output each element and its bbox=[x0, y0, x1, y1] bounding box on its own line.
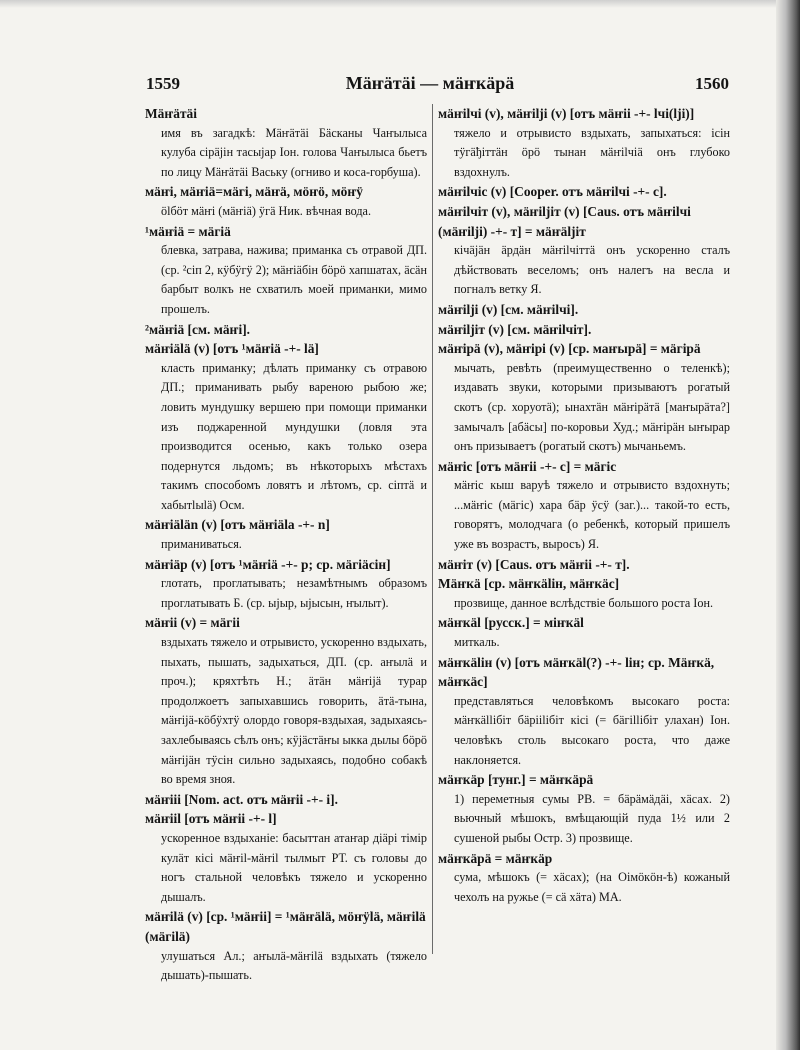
entry-headword: мäҥіälä (v) [отъ ¹мäҥіä -+- lä] bbox=[145, 341, 319, 357]
entry-headword: мäҥіт (v) [Caus. отъ мäҥіі -+- т]. bbox=[438, 556, 630, 572]
dictionary-entry bbox=[438, 182, 730, 202]
dictionary-entry bbox=[145, 515, 427, 554]
entry-headword: мäҥіlä (v) [ср. ¹мäҥіі] = ¹мäҥälä, мöҥÿlä, мäҥіlä (мäгіlä) bbox=[145, 909, 426, 944]
dictionary-entry bbox=[438, 300, 730, 320]
dictionary-entry bbox=[438, 555, 730, 575]
dictionary-entry bbox=[145, 907, 427, 985]
entry-definition: мäҥіс кыш варуѣ тяжело и отрывисто вздохнуть; ...мäҥіс (мäгіс) хара бäр ÿсÿ (заг.)... такой-то есть, говорятъ, молодчага (о ребенкѣ, который пришелъ уже въ возрастъ, выросъ) Я. bbox=[454, 478, 730, 552]
column-divider bbox=[432, 104, 433, 954]
entry-headword: мäҥіlчі (v), мäҥіlјі (v) [отъ мäҥіі -+- lчі(lјі)] bbox=[438, 106, 695, 121]
entry-headword: Мäҥäтäі bbox=[145, 106, 197, 121]
entry-headword: мäҥіс [отъ мäҥіі -+- с] = мäгіс bbox=[438, 458, 617, 474]
dictionary-entry bbox=[145, 790, 427, 810]
dictionary-entry bbox=[145, 104, 427, 182]
dictionary-entry bbox=[438, 849, 730, 908]
entry-headword: мäҥіlчіс (v) [Cooper. отъ мäҥіlчі -+- с]. bbox=[438, 184, 667, 200]
dictionary-entry bbox=[145, 339, 427, 515]
dictionary-entry bbox=[145, 613, 427, 789]
dictionary-entry bbox=[438, 339, 730, 457]
dictionary-entry bbox=[438, 202, 730, 300]
entry-headword: ²мäҥіä [см. мäҥі]. bbox=[145, 321, 251, 337]
entry-definition: прозвище, данное вслѣдствіе большого роста Іон. bbox=[454, 595, 714, 610]
dictionary-entry bbox=[145, 222, 427, 320]
entry-headword: мäҥкäl [русск.] = міҥкäl bbox=[438, 615, 584, 631]
entry-headword: мäҥкäрä = мäҥкäр bbox=[438, 850, 553, 866]
entry-definition: имя въ загадкѣ: Мäҥäтäі Бäсканы Чаҥылыса кулуба сірäјін тасыјар Іон. голова Чаҥылыса бьетъ по лицу Мäҥäтäі Ваську (огниво и коса-горбуша). bbox=[161, 125, 427, 179]
entry-headword: мäҥкälін (v) [отъ мäҥкäl(?) -+- lін; ср. Мäҥкä, мäҥкäс] bbox=[438, 654, 715, 690]
dictionary-entry bbox=[438, 770, 730, 848]
scan-shadow-right bbox=[776, 0, 800, 1050]
entry-headword: ¹мäҥіä = мäгіä bbox=[145, 223, 231, 239]
entry-definition: приманиваться. bbox=[161, 537, 242, 552]
entry-headword: мäҥі, мäҥіä=мäгі, мäҥä, мöҥö, мöҥÿ bbox=[145, 184, 363, 200]
scan-shadow-top bbox=[0, 0, 800, 8]
entry-headword: Мäҥкä [ср. мäҥкälін, мäҥкäс] bbox=[438, 576, 620, 592]
entry-definition: представляться человѣкомъ высокаго роста: мäҥкällібіт бäрііlібіт кісі (= бäгіllібіт улахан) Іон. человѣкъ столь высокаго роста, что даже наклоняется. bbox=[454, 693, 730, 767]
entry-definition: ölбöт мäҥі (мäҥіä) ÿгä Ник. вѣчная вода. bbox=[161, 203, 372, 218]
entry-headword: мäҥкäр [тунг.] = мäҥкäрä bbox=[438, 772, 594, 788]
entry-definition: вздыхать тяжело и отрывисто, ускоренно вздыхать, пыхать, пышать, задыхаться, ДП. (ср. аҥылä и проч.); кряхтѣть Н.; äтäн мäҥіјä турар продолжоетъ запыхавшись говорить, äтä-тына, мäҥіјä-кöбÿхтÿ олордо говоря-вздыхая, задыхаясь-захлебываясь сѣлъ онъ; кÿјäстäҥы ыкка дылы бöрö мäҥіјäн тÿсін сильно задыхаясь, подобно собакѣ во время зноя. bbox=[161, 635, 427, 787]
dictionary-entry bbox=[438, 653, 730, 771]
entry-headword: мäҥііі [Nom. act. отъ мäҥіі -+- і]. bbox=[145, 791, 338, 807]
entry-definition: улушаться Ал.; аҥылä-мäҥіlä вздыхать (тяжело дышать)-пышать. bbox=[161, 948, 427, 983]
dictionary-entry bbox=[438, 320, 730, 340]
running-head: Мäҥäтäі — мäҥкäрä bbox=[345, 73, 515, 93]
entry-definition: ускоренное вздыханіе: басыттан атаҥар діäрі тімір кулäт кісі мäҥіl-мäҥіl тылмыт РТ. съ головы до ногъ стальной человѣкъ тяжело и ускоренно дышалъ. bbox=[161, 830, 427, 904]
dictionary-entry bbox=[145, 320, 427, 340]
dictionary-entry bbox=[438, 613, 730, 652]
dictionary-entry bbox=[438, 104, 730, 182]
page-number-left: 1559 bbox=[146, 74, 180, 93]
entry-definition: блевка, затрава, нажива; приманка съ отравой ДП. (ср. ²сіп 2, кÿбÿгÿ 2); мäҥіäбін бöрö хапшатах, äсäн барбыт волкъ не схватилъ моей приманки, мимо прошелъ. bbox=[161, 243, 427, 316]
entry-headword: мäҥіlчіт (v), мäҥіlјіт (v) [Caus. отъ мäҥіlчі (мäҥіlјі) -+- т] = мäҥälјіт bbox=[438, 203, 691, 239]
entry-headword: мäҥірä (v), мäҥірі (v) [ср. маҥырä] = мäгірä bbox=[438, 341, 701, 357]
entry-definition: миткаль. bbox=[454, 635, 500, 650]
entry-headword: мäҥііl [отъ мäҥіі -+- l] bbox=[145, 811, 277, 827]
entry-headword: мäҥіlјі (v) [см. мäҥіlчі]. bbox=[438, 301, 579, 317]
entry-definition: кічäјäн äрдäн мäҥіlчіттä онъ ускоренно сталъ дѣйствовать веселомъ; онъ налегъ на весла и погналъ ветку Я. bbox=[454, 243, 730, 297]
entry-definition: 1) переметныя сумы РВ. = бäрäмäдäі, хäсах. 2) вьючный мѣшокъ, вмѣщающій пуда 1½ или 2 сушеной рыбы Остр. 3) прозвище. bbox=[454, 791, 730, 845]
right-column bbox=[438, 104, 730, 907]
dictionary-entry bbox=[145, 809, 427, 907]
entry-headword: мäҥіälän (v) [отъ мäҥіäla -+- n] bbox=[145, 517, 330, 533]
entry-headword: мäҥіäр (v) [отъ ¹мäҥіä -+- р; ср. мäгіäсін] bbox=[145, 556, 391, 572]
dictionary-entry bbox=[438, 457, 730, 555]
dictionary-entry bbox=[438, 574, 730, 613]
entry-headword: мäҥіlјіт (v) [см. мäҥіlчіт]. bbox=[438, 321, 592, 337]
entry-definition: мычать, ревѣть (преимущественно о теленкѣ); издавать звуки, которыми призываютъ рогатый скотъ (ср. хоруотä); ынахтäн мäҥірäтä [маҥырäта?] замычалъ [абäсы] по-коровьи Худ.; мäҥірäн ыҥырар онъ призываетъ (рогатый скотъ) мычаньемъ. bbox=[454, 360, 730, 454]
entry-definition: глотать, проглатывать; незамѣтнымъ образомъ проглатывать Б. (ср. ыјыр, ыјысын, ҥылыт). bbox=[161, 576, 427, 610]
left-column bbox=[145, 104, 427, 986]
entry-definition: класть приманку; дѣлать приманку съ отравою ДП.; приманивать рыбу вареною рыбою же; ловить мундушку вершею при помощи приманки изъ поджаренной мундушки (ловля эта производится осенью, какъ только озера подернутся льдомъ; въ нѣкоторыхъ мѣстахъ такимъ способомъ ловятъ и лѣтомъ, ср. сіптä и хабытlыlä) Осм. bbox=[161, 360, 427, 512]
dictionary-entry bbox=[145, 182, 427, 221]
page-number-right: 1560 bbox=[695, 74, 729, 93]
entry-definition: сума, мѣшокъ (= хäсах); (на Оімöкöн-ѣ) кожаный чехолъ на ружье (= сä хäта) МА. bbox=[454, 870, 730, 904]
dictionary-entry bbox=[145, 555, 427, 614]
entry-definition: тяжело и отрывисто вздыхать, запыхаться: ісін тÿгäђіттäн öрö тынан мäҥіlчіä онъ глубоко вздохнулъ. bbox=[454, 125, 730, 179]
entry-headword: мäҥіі (v) = мäгіі bbox=[145, 615, 240, 631]
